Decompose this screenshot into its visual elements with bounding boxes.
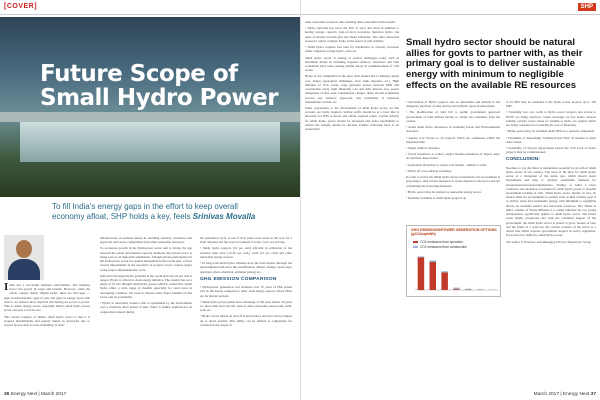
conclusion-heading: CONCLUSION: [506,157,540,163]
text-column [506,100,596,247]
paragraph: to 25 MW may be extended to the hydro power projects up to 100 MW. [506,100,596,109]
chart-bar [465,289,472,290]
text-column [4,283,90,329]
hero-title-line: Small Hydro Power [40,85,279,112]
paragraph: • Small hydro power plants have advantage of life span almost 50 years i.e. more than twice the life span of other renewable sources like wind, solar etc. [200,299,292,313]
paragraph: • Possibility of 50-year depreciation period the civil work of hydro projects may be commissioned. [506,145,596,155]
text-column [200,236,292,329]
chart-plot [407,248,502,296]
paragraph: India has a successful business environment. The business sector has grown by leaps and bounds. However, when the whole country chants 'Digital India', there are still gaps — gaps in infrastructure, gaps in jobs and gaps in energy sector that lead to our nation's most deprived still having no access to power. This is where energy sector, especially India's small hydro power sector can play a crucial role. [4,281,90,313]
paragraph: • Hydro is renewable resource that is replenished by the environment over a relatively short period of time. Water is neither depleted nor its composition altered during [100,301,192,314]
section-tag: [COVER] [4,3,38,10]
legend-swatch [413,241,418,244]
paragraph: • Hydro typically has twice the PLF of solar and wind in addition to having storage capacity (run-of-river) nowadays therefore hydro can quite accurately provide grid day ahead schedules. The other renewable resources cannot compete hydro in the aspect of grid stability. [305,26,399,43]
text-column [305,20,399,133]
paragraph: • Assist small hydro developers in obtaining Forest and Environmental clearance. [406,125,500,134]
chart-bar [418,257,425,290]
author-note: The author is Promoter and Managing Director, Rajeshwar Group [506,240,591,245]
paragraph: • Generation incentives to reduce cost burden - similar to wind. [406,162,487,167]
paragraph: the generation cycle. A run of river plant owes water in the weir for a short duration and the water is returned to water cycle on each day. [200,236,292,245]
paragraph: • Small hydro projects (10 per cent) efficient in utilisation of the resource than solar (15-20 per cent), wind (15 per cent) and other renewable energy sources. [200,246,292,259]
byline: Srinivas Movalla [192,211,256,221]
paragraph: • Small hydro requires less land for installation as capacity increases when compared to large hydro, solar etc. [305,45,399,54]
subheading: GHG EMISSION COMPARISON [200,276,277,282]
chart-bar [430,262,437,290]
paragraph: • Hydropower generation cost levelised over 35 years of PPA period will be the lowest compared to other clean energy sources whose PPAs are for shorter periods. [200,285,292,298]
chart-bar [441,271,448,272]
chart-bar [430,260,437,262]
paragraph: • The modification of land bill to permit government approved procurement of land without having to obtain any consensus from the owners. [406,110,500,123]
legend-label: CO2 emissions from operation [420,240,464,244]
chart-bar [453,289,460,290]
article-deck [52,202,267,221]
page-footer [534,392,596,397]
paragraph: • Hydro can be turned on and off in short notice and also can be ramped up or down quickly. This ability can be utilised to compensate for variation in the output of [200,314,292,327]
paragraph: • In long term small hydro schemes have the least impact amongst the environmental indicators like acidification, climate change, ozone layer depletion, photo-chemical oxidation (smog) etc. [200,261,292,274]
paragraph: • Fiscal incentives to reduce capital burden-exemption of import duty; Accelerated depreciation. [406,152,500,161]
paragraph: • Hydro power may be deemed as renewable energy sector. [406,189,482,194]
paragraph: • Possibility of dispatching "Climate Power First" in relation to merit order issues. [506,135,596,144]
paragraph: India has 5th largest hydro potential in the world and only 20 per cent is tapped. Hydro is critical to clean energy initiative. The country has set a target of 10 GW through small hydro power which is achievable. Small hydro offers a wide range of benefits especially for rural areas in developing countries. We need to discuss some major benefits of this sector and its potentiality. [100,273,192,299]
hero-title-line: Future Scope of [40,61,238,87]
chart-bar [441,272,448,290]
portrait-head [16,240,32,258]
text-column [100,236,192,316]
drop-cap: I [4,281,9,293]
section-tag: SHP [578,3,596,11]
right-page [300,0,600,400]
portrait-body [8,259,40,280]
paragraph: • Hydro power may be excluded under RPO as a separate component. [506,129,595,134]
paragraph: infrastructure, in-ordinate delays in obtaining statutory clearances and approvals and severe competition from other renewable resources. [100,236,192,245]
paragraph: Some concessions to the development of small hydro sector, on this account, are badly required. Setting tariffs should be at a level that is attractive for IPPs to invest and obtain required return. Capital subsidy for small hydro power should be increased and better mechanism to deliver the subsidy should be devised. Further following have to be looked into: [305,105,399,132]
paragraph: • Incentive available to small hydro projects up [406,195,467,200]
chart-bar [477,289,484,290]
text-column [406,100,500,202]
footer-text: March 2017 | Energy Next [533,392,590,397]
paragraph: other renewable resources thus enabling other renewable in the system. [305,20,396,24]
paragraph: To accelerate growth in the hydropower sector and to bridge the gap between the actual and planned capacity additions, the private sector is being seen as an important stakeholder. Though private participation in the hydropower sector has gained momentum in the recent past, it faces several impediments in the execution of projects across various stages of the project implementation cycle. [100,246,192,272]
hero-image [0,17,300,197]
deck-text: To fill India's energy gaps in the effort to keep overall economy afloat, SHP holds a key, feels [52,202,238,221]
paragraph: Needless to say that there is tremendous potential for growth of small hydro sector in our country. The need of the hour for small hydro sector is a disruption of the status quo, which should foster investments and help to develop sustainable business for entrepreneurs/investors/stakeholders. Further, to build a more conducive and inclusive ecosystem for small hydro power to flourish government backing is vital. Small hydro sector should, in fact, be natural allies for governments to partner with, as their primary goal is to deliver clean and sustainable energy with minimum to negligible effects on available natural and renewable resources. The "Make in India" scheme of Prime Minister is a robust initiative for our young entrepreneurs specifically applies to small hydro sector. The future looks bright, prosperous and with the continued support of the government, the small hydro sector is poised to grow. Sooner or later and the future is a solid bet, the current scenario of the sector is a dotted line which requires government support as policy regulation. Focus has now shifted to small hydro power. [506,165,596,238]
paragraph: • Declaration of Hydro projects also as renewables and include in the obligatory purchase of state and lay down Hydro quota in renewables. [406,100,500,109]
legend-label: CO2 emissions from construction [420,245,467,249]
hero-title [40,62,280,110]
legend-item [413,240,499,244]
hero-water [20,122,280,162]
hero-dam [0,112,300,122]
pull-headline: Small hydro sector should be natural allies for govts to partner with, as their primary goal is to deliver sustainable energy with minimum to negligible effects on the available RE resources [406,37,583,91]
top-rule [0,14,300,15]
page-number: 36 [4,392,10,397]
paragraph: • Single window clearance. [406,145,441,150]
paragraph: • Waive off cross subsidy surcharge [406,168,452,173]
paragraph: • Extending low cost credit to hydro power projects and access to NCEF are being explored. Green sovereign tax free bonds, interest subsidy, priority sector status for lending to hydro are options which are being considered for reducing the cost of financing. [506,110,596,128]
paragraph: • Assure 5/12 factors to all projects which are completed within the stipulated time. [406,135,500,144]
chart-title: GHG EMISSIONS/POWER GENERATION OPTIONS (gCO2eq/kWh) [411,228,497,237]
footer-text: Energy Next | March 2017 [10,392,67,397]
paragraph: Hydro is not competitive in the short term market due to Raising capital cost, delays (geological challenges, slow bank response, etc.), High inflation of civil works, long gestation period between DPR and construction start), high financing cost and debt interest, free power obligations of host state, transmission charges, delay in land acquisition process and statutory approvals, non availability of interstate transmission corridor etc. [305,74,399,104]
ghg-chart [406,225,501,297]
top-rule [301,14,600,15]
page-footer [4,392,66,397]
author-portrait [4,235,44,280]
page-number: 37 [590,392,596,397]
paragraph: In order to revive the Small hydro Sector from Inertia, the Government is proposing to take various measures to create impetus to the sector and are considering the following measures. [406,175,501,188]
paragraph: Small hydro sector is staring at several challenges today such as inordinate delays in obtaining required statutory clearances and land acquisition have been causing painful delays in commencement of civil works. [305,55,399,73]
chart-bar [453,288,460,290]
chart-bar [418,256,425,257]
paragraph: The current scenario of India's small hydro sector is that it is stopped intermittently and quietly buried in graveyard due to several factors such as non-availability of basic [4,314,90,327]
